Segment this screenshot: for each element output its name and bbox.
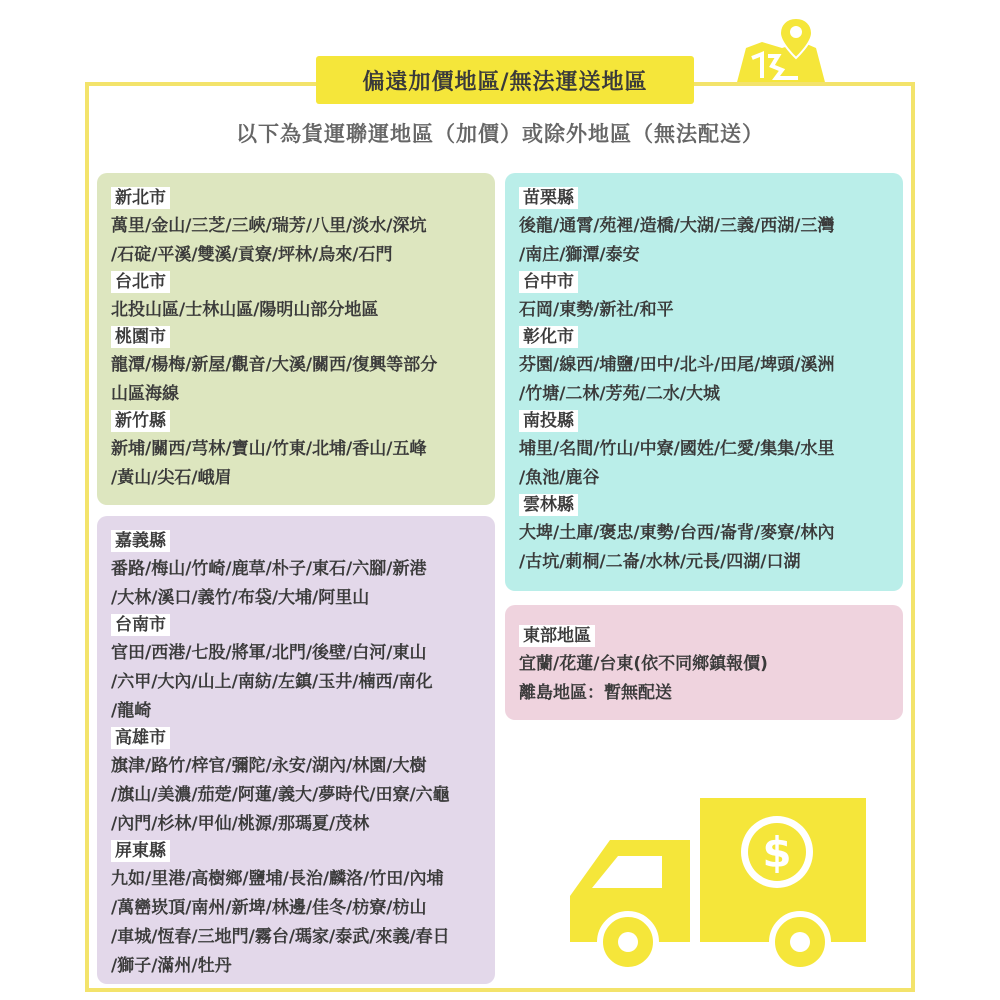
region-areas: [519, 213, 893, 269]
region-areas: [519, 651, 893, 707]
area-line: 大埤/土庫/褒忠/東勢/台西/崙背/麥寮/林內: [519, 523, 835, 543]
region-areas: [111, 753, 485, 838]
region-areas: [111, 352, 485, 408]
area-line: 番路/梅山/竹崎/鹿草/朴子/東石/六腳/新港: [111, 559, 427, 579]
area-line: 萬里/金山/三芝/三峽/瑞芳/八里/淡水/深坑: [111, 216, 427, 236]
page-title: 偏遠加價地區/無法運送地區: [316, 56, 694, 104]
area-line: /萬巒崁頂/南州/新埤/林邊/佳冬/枋寮/枋山: [111, 898, 427, 918]
panel-north: [97, 173, 495, 505]
region-areas: [111, 213, 485, 269]
area-line: /黃山/尖石/峨眉: [111, 468, 232, 488]
area-line: 宜蘭/花蓮/台東(依不同鄉鎮報價): [519, 654, 768, 674]
area-line: 官田/西港/七股/將軍/北門/後壁/白河/東山: [111, 643, 427, 663]
region-areas: [519, 297, 893, 324]
area-line: /南庄/獅潭/泰安: [519, 245, 640, 265]
area-line: /大林/溪口/義竹/布袋/大埔/阿里山: [111, 588, 370, 608]
area-line: 北投山區/士林山區/陽明山部分地區: [111, 300, 379, 320]
region-name: 屏東縣: [111, 840, 170, 862]
area-line: /獅子/滿州/牡丹: [111, 956, 232, 976]
area-line: /旗山/美濃/茄萣/阿蓮/義大/夢時代/田寮/六龜: [111, 785, 450, 805]
region-areas: [519, 352, 893, 408]
region-areas: [111, 297, 485, 324]
area-line: 旗津/路竹/梓官/彌陀/永安/湖內/林園/大樹: [111, 756, 427, 776]
region-name: 雲林縣: [519, 494, 578, 516]
region-name: 台中市: [519, 271, 578, 293]
region-areas: [519, 436, 893, 492]
map-pin-icon: [732, 12, 828, 92]
region-name: 桃園市: [111, 326, 170, 348]
area-line: 後龍/通霄/苑裡/造橋/大湖/三義/西湖/三灣: [519, 216, 835, 236]
region-name: 南投縣: [519, 410, 578, 432]
area-line: /內門/杉林/甲仙/桃源/那瑪夏/茂林: [111, 814, 370, 834]
region-name: 高雄市: [111, 727, 170, 749]
region-name: 台北市: [111, 271, 170, 293]
area-line: /石碇/平溪/雙溪/貢寮/坪林/烏來/石門: [111, 245, 393, 265]
region-name: 苗栗縣: [519, 187, 578, 209]
area-line: 龍潭/楊梅/新屋/觀音/大溪/關西/復興等部分: [111, 355, 438, 375]
area-line: 石岡/東勢/新社/和平: [519, 300, 674, 320]
region-name: 彰化市: [519, 326, 578, 348]
panel-east-islands: [505, 605, 903, 720]
region-areas: [111, 640, 485, 725]
area-line: /魚池/鹿谷: [519, 468, 600, 488]
region-name: 台南市: [111, 614, 170, 636]
region-name: 新竹縣: [111, 410, 170, 432]
area-line: /龍崎: [111, 701, 152, 721]
region-areas: [111, 556, 485, 612]
area-line: /車城/恆春/三地門/霧台/瑪家/泰武/來義/春日: [111, 927, 450, 947]
area-line: 芬園/線西/埔鹽/田中/北斗/田尾/埤頭/溪洲: [519, 355, 835, 375]
area-line: 山區海線: [111, 384, 179, 404]
region-areas: [519, 520, 893, 576]
svg-text:$: $: [762, 828, 792, 877]
region-name: 東部地區: [519, 625, 595, 647]
region-areas: [111, 436, 485, 492]
region-name: 新北市: [111, 187, 170, 209]
area-line: /竹塘/二林/芳苑/二水/大城: [519, 384, 721, 404]
area-line: 離島地區：暫無配送: [519, 683, 672, 703]
area-line: 九如/里港/高樹鄉/鹽埔/長治/麟洛/竹田/內埔: [111, 869, 444, 889]
area-line: /古坑/莿桐/二崙/水林/元長/四湖/口湖: [519, 552, 801, 572]
panel-central: [505, 173, 903, 591]
area-line: 新埔/關西/芎林/寶山/竹東/北埔/香山/五峰: [111, 439, 427, 459]
panel-south: [97, 516, 495, 984]
region-name: 嘉義縣: [111, 530, 170, 552]
region-areas: [111, 866, 485, 980]
area-line: 埔里/名間/竹山/中寮/國姓/仁愛/集集/水里: [519, 439, 835, 459]
delivery-truck-dollar-icon: [570, 792, 870, 972]
page-subtitle: 以下為貨運聯運地區（加價）或除外地區（無法配送）: [236, 122, 764, 146]
area-line: /六甲/大內/山上/南紡/左鎮/玉井/楠西/南化: [111, 672, 433, 692]
